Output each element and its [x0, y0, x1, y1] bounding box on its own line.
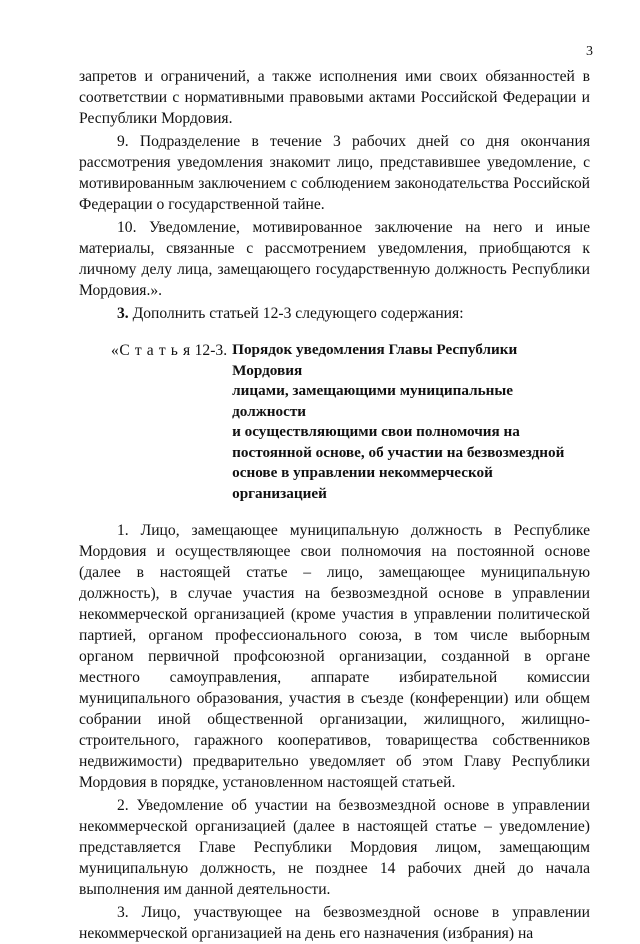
article-title-line: лицами, замещающими муниципальные должности	[232, 382, 514, 420]
article-item-3: 3. Лицо, участвующее на безвозмездной основе в управлении некоммерческой организацией на день его назначения (избрания) на	[79, 904, 590, 942]
article-title-line: постоянной основе, об участии на безвозмездной	[232, 443, 565, 461]
article-label-prefix: «С т а т ь я	[111, 342, 191, 359]
article-title-line: и осуществляющими свои полномочия на	[232, 423, 520, 440]
article-title	[232, 340, 590, 504]
article-title-line: основе в управлении некоммерческой организацией	[232, 464, 493, 502]
amendment-instruction	[79, 303, 590, 324]
article-item-2: 2. Уведомление об участии на безвозмездной основе в управлении некоммерческой организацией (далее в настоящей статье – уведомление) представляется Главе Республики Мордовия лицом, замещающим муниципальную должность, не позднее 14 рабочих дней до начала выполнения им данной деятельности.	[79, 797, 590, 898]
amendment-text: Дополнить статьей 12-3 следующего содержания:	[128, 305, 464, 322]
page-number: 3	[586, 44, 593, 59]
article-label	[111, 340, 232, 361]
article-item-1: 1. Лицо, замещающее муниципальную должность в Республике Мордовия и осуществляющее свои полномочия на постоянной основе (далее в настоящей статье – лицо, замещающее муниципальную должность), в случае участия на безвозмездной основе в управлении некоммерческой организацией (кроме участия в управлении политической партией, органом профессионального союза, в том числе выборным органом первичной профсоюзной организации, созданной в органе местного самоуправления, аппарате избирательной комиссии муниципального образования, участия в съезде (конференции) или общем собрании иной общественной организации, жилищного, жилищно-строительного, гаражного кооперативов, товарищества собственников недвижимости) предварительно уведомляет об этом Главу Республики Мордовия в порядке, установленном настоящей статьей.	[79, 522, 590, 791]
article-heading	[111, 340, 590, 504]
paragraph-continuation: запретов и ограничений, а также исполнения ими своих обязанностей в соответствии с нормативными правовыми актами Российской Федерации и Республики Мордовия.	[79, 68, 590, 127]
amendment-number: 3.	[117, 305, 129, 322]
article-title-line: Порядок уведомления Главы Республики Мордовия	[232, 341, 518, 379]
paragraph-10: 10. Уведомление, мотивированное заключение на него и иные материалы, связанные с рассмотрением уведомления, приобщаются к личному делу лица, замещающего государственную должность Республики Мордовия.».	[79, 219, 590, 299]
article-label-number: 12-3.	[190, 342, 228, 359]
document-body	[79, 66, 590, 944]
paragraph-9: 9. Подразделение в течение 3 рабочих дней со дня окончания рассмотрения уведомления знакомит лицо, представившее уведомление, с мотивированным заключением с соблюдением законодательства Российской Федерации о государственной тайне.	[79, 133, 590, 213]
